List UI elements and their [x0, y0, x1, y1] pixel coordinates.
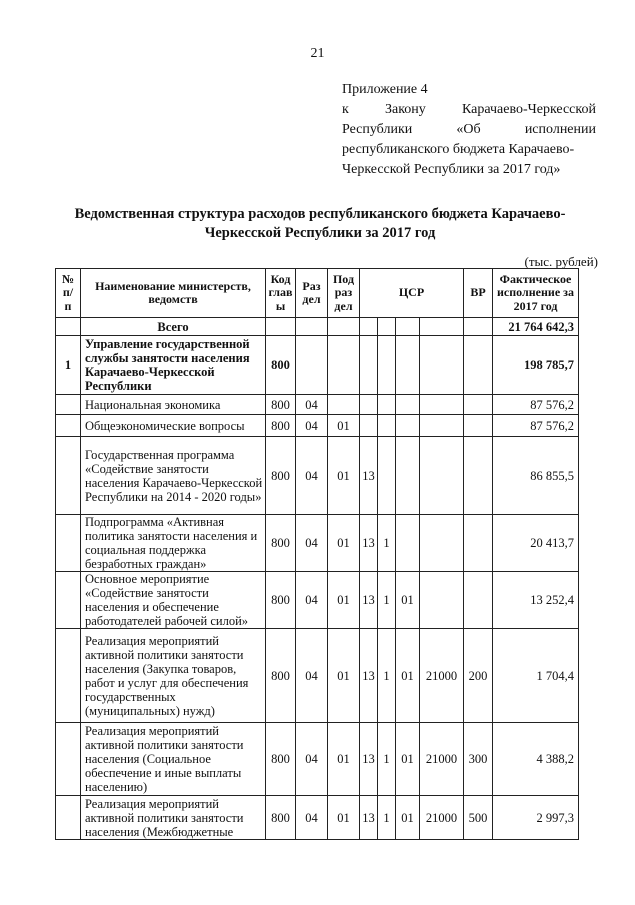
- row-csr-1: 13: [360, 629, 378, 723]
- row-code: 800: [266, 723, 296, 796]
- row-csr-2: 1: [378, 723, 396, 796]
- row-fact: 20 413,7: [493, 515, 579, 572]
- row-csr-3: 01: [396, 572, 420, 629]
- row-csr-2: [378, 336, 396, 395]
- row-csr-4: 21000: [420, 796, 464, 840]
- row-podrazdel: 01: [328, 796, 360, 840]
- title-line-2: Черкесской Республики за 2017 год: [204, 225, 436, 241]
- row-csr-2: 1: [378, 515, 396, 572]
- row-code: 800: [266, 796, 296, 840]
- row-csr-2: [378, 415, 396, 437]
- row-csr-4: [420, 515, 464, 572]
- header-podrazdel: Под раз дел: [328, 269, 360, 318]
- row-name: Реализация мероприятий активной политики занятости населения (Закупка товаров, работ и услуг для обеспечения государственных (муниципальных) нужд): [81, 629, 266, 723]
- row-name: Общеэкономические вопросы: [81, 415, 266, 437]
- row-csr-3: [396, 437, 420, 515]
- total-row: [56, 318, 579, 336]
- row-podrazdel: [328, 336, 360, 395]
- table-row: [56, 395, 579, 415]
- row-fact: 87 576,2: [493, 395, 579, 415]
- row-num: [56, 723, 81, 796]
- row-name: Основное мероприятие «Содействие занятости населения и обеспечение работодателей рабочей силой»: [81, 572, 266, 629]
- header-vr: ВР: [464, 269, 493, 318]
- row-name: Государственная программа «Содействие занятости населения Карачаево-Черкесской Республики на 2014 - 2020 годы»: [81, 437, 266, 515]
- row-vr: 500: [464, 796, 493, 840]
- row-num: [56, 796, 81, 840]
- row-num: [56, 515, 81, 572]
- table-row: [56, 336, 579, 395]
- annex-word: исполнении: [524, 122, 596, 137]
- row-razdel: 04: [296, 415, 328, 437]
- header-code: Код глав ы: [266, 269, 296, 318]
- annex-line-2: [342, 100, 596, 120]
- row-num: [56, 572, 81, 629]
- row-code: 800: [266, 437, 296, 515]
- row-csr-1: [360, 336, 378, 395]
- table-row: [56, 629, 579, 723]
- row-razdel: 04: [296, 572, 328, 629]
- row-razdel: 04: [296, 437, 328, 515]
- row-vr: [464, 572, 493, 629]
- row-csr-4: [420, 415, 464, 437]
- annex-line-3: [342, 120, 596, 140]
- row-code: 800: [266, 572, 296, 629]
- row-csr-1: 13: [360, 796, 378, 840]
- row-name: Национальная экономика: [81, 395, 266, 415]
- row-csr-3: 01: [396, 796, 420, 840]
- row-code: 800: [266, 415, 296, 437]
- row-csr-3: [396, 415, 420, 437]
- row-podrazdel: 01: [328, 572, 360, 629]
- row-vr: [464, 336, 493, 395]
- row-podrazdel: [328, 395, 360, 415]
- row-fact: 13 252,4: [493, 572, 579, 629]
- table-row: [56, 572, 579, 629]
- table-row: [56, 796, 579, 840]
- row-vr: [464, 515, 493, 572]
- total-label: Всего: [81, 318, 266, 336]
- table-row: [56, 723, 579, 796]
- row-name: Реализация мероприятий активной политики занятости населения (Социальное обеспечение и иные выплаты населению): [81, 723, 266, 796]
- row-csr-4: 21000: [420, 723, 464, 796]
- table-row: [56, 515, 579, 572]
- annex-line-4: республиканского бюджета Карачаево-: [342, 142, 575, 157]
- annex-line-5: Черкесской Республики за 2017 год»: [342, 162, 561, 177]
- header-name: Наименование министерств, ведомств: [81, 269, 266, 318]
- row-num: [56, 415, 81, 437]
- page-number: 21: [310, 46, 325, 61]
- row-csr-3: 01: [396, 723, 420, 796]
- annex-header: [342, 80, 596, 180]
- row-num: [56, 395, 81, 415]
- row-code: 800: [266, 515, 296, 572]
- row-num: [56, 629, 81, 723]
- row-num: 1: [56, 336, 81, 395]
- row-csr-3: [396, 395, 420, 415]
- row-vr: 200: [464, 629, 493, 723]
- header-num: № п/ п: [56, 269, 81, 318]
- row-name: Подпрограмма «Активная политика занятости населения и социальная поддержка безработных граждан»: [81, 515, 266, 572]
- row-vr: [464, 395, 493, 415]
- row-csr-4: [420, 572, 464, 629]
- row-podrazdel: 01: [328, 515, 360, 572]
- annex-word: к: [342, 102, 349, 117]
- document-title: [50, 205, 590, 243]
- table-row: [56, 437, 579, 515]
- table-row: [56, 415, 579, 437]
- row-vr: [464, 437, 493, 515]
- header-csr: ЦСР: [360, 269, 464, 318]
- row-code: 800: [266, 395, 296, 415]
- row-csr-3: [396, 336, 420, 395]
- row-razdel: 04: [296, 723, 328, 796]
- row-csr-2: [378, 437, 396, 515]
- row-podrazdel: 01: [328, 437, 360, 515]
- row-csr-4: [420, 336, 464, 395]
- row-csr-1: 13: [360, 723, 378, 796]
- annex-word: Закону: [384, 102, 426, 117]
- header-razdel: Раз дел: [296, 269, 328, 318]
- annex-word: Республики: [342, 122, 413, 137]
- row-razdel: 04: [296, 629, 328, 723]
- row-name: Управление государственной службы занятости населения Карачаево-Черкесской Республики: [81, 336, 266, 395]
- row-csr-3: 01: [396, 629, 420, 723]
- header-fact: Фактическое исполнение за 2017 год: [493, 269, 579, 318]
- row-razdel: [296, 336, 328, 395]
- row-num: [56, 437, 81, 515]
- row-csr-4: [420, 437, 464, 515]
- row-csr-1: 13: [360, 437, 378, 515]
- row-csr-1: 13: [360, 572, 378, 629]
- row-fact: 4 388,2: [493, 723, 579, 796]
- table-header-row: [56, 269, 579, 318]
- row-csr-4: 21000: [420, 629, 464, 723]
- row-csr-4: [420, 395, 464, 415]
- total-value: 21 764 642,3: [493, 318, 579, 336]
- row-razdel: 04: [296, 796, 328, 840]
- row-vr: [464, 415, 493, 437]
- budget-table: [55, 268, 579, 840]
- row-fact: 2 997,3: [493, 796, 579, 840]
- row-razdel: 04: [296, 515, 328, 572]
- title-line-1: Ведомственная структура расходов республиканского бюджета Карачаево-: [74, 206, 566, 222]
- row-fact: 198 785,7: [493, 336, 579, 395]
- row-csr-2: 1: [378, 629, 396, 723]
- annex-word: Карачаево-Черкесской: [461, 102, 596, 117]
- row-code: 800: [266, 336, 296, 395]
- row-csr-3: [396, 515, 420, 572]
- units-label: (тыс. рублей): [524, 254, 598, 269]
- row-csr-2: [378, 395, 396, 415]
- annex-word: «Об: [456, 122, 481, 137]
- row-podrazdel: 01: [328, 629, 360, 723]
- row-razdel: 04: [296, 395, 328, 415]
- row-csr-1: 13: [360, 515, 378, 572]
- row-podrazdel: 01: [328, 415, 360, 437]
- row-csr-1: [360, 415, 378, 437]
- row-csr-2: 1: [378, 572, 396, 629]
- row-fact: 1 704,4: [493, 629, 579, 723]
- row-name: Реализация мероприятий активной политики занятости населения (Межбюджетные: [81, 796, 266, 840]
- row-csr-1: [360, 395, 378, 415]
- row-code: 800: [266, 629, 296, 723]
- row-fact: 87 576,2: [493, 415, 579, 437]
- annex-line-1: Приложение 4: [342, 82, 428, 97]
- row-vr: 300: [464, 723, 493, 796]
- row-podrazdel: 01: [328, 723, 360, 796]
- row-fact: 86 855,5: [493, 437, 579, 515]
- row-csr-2: 1: [378, 796, 396, 840]
